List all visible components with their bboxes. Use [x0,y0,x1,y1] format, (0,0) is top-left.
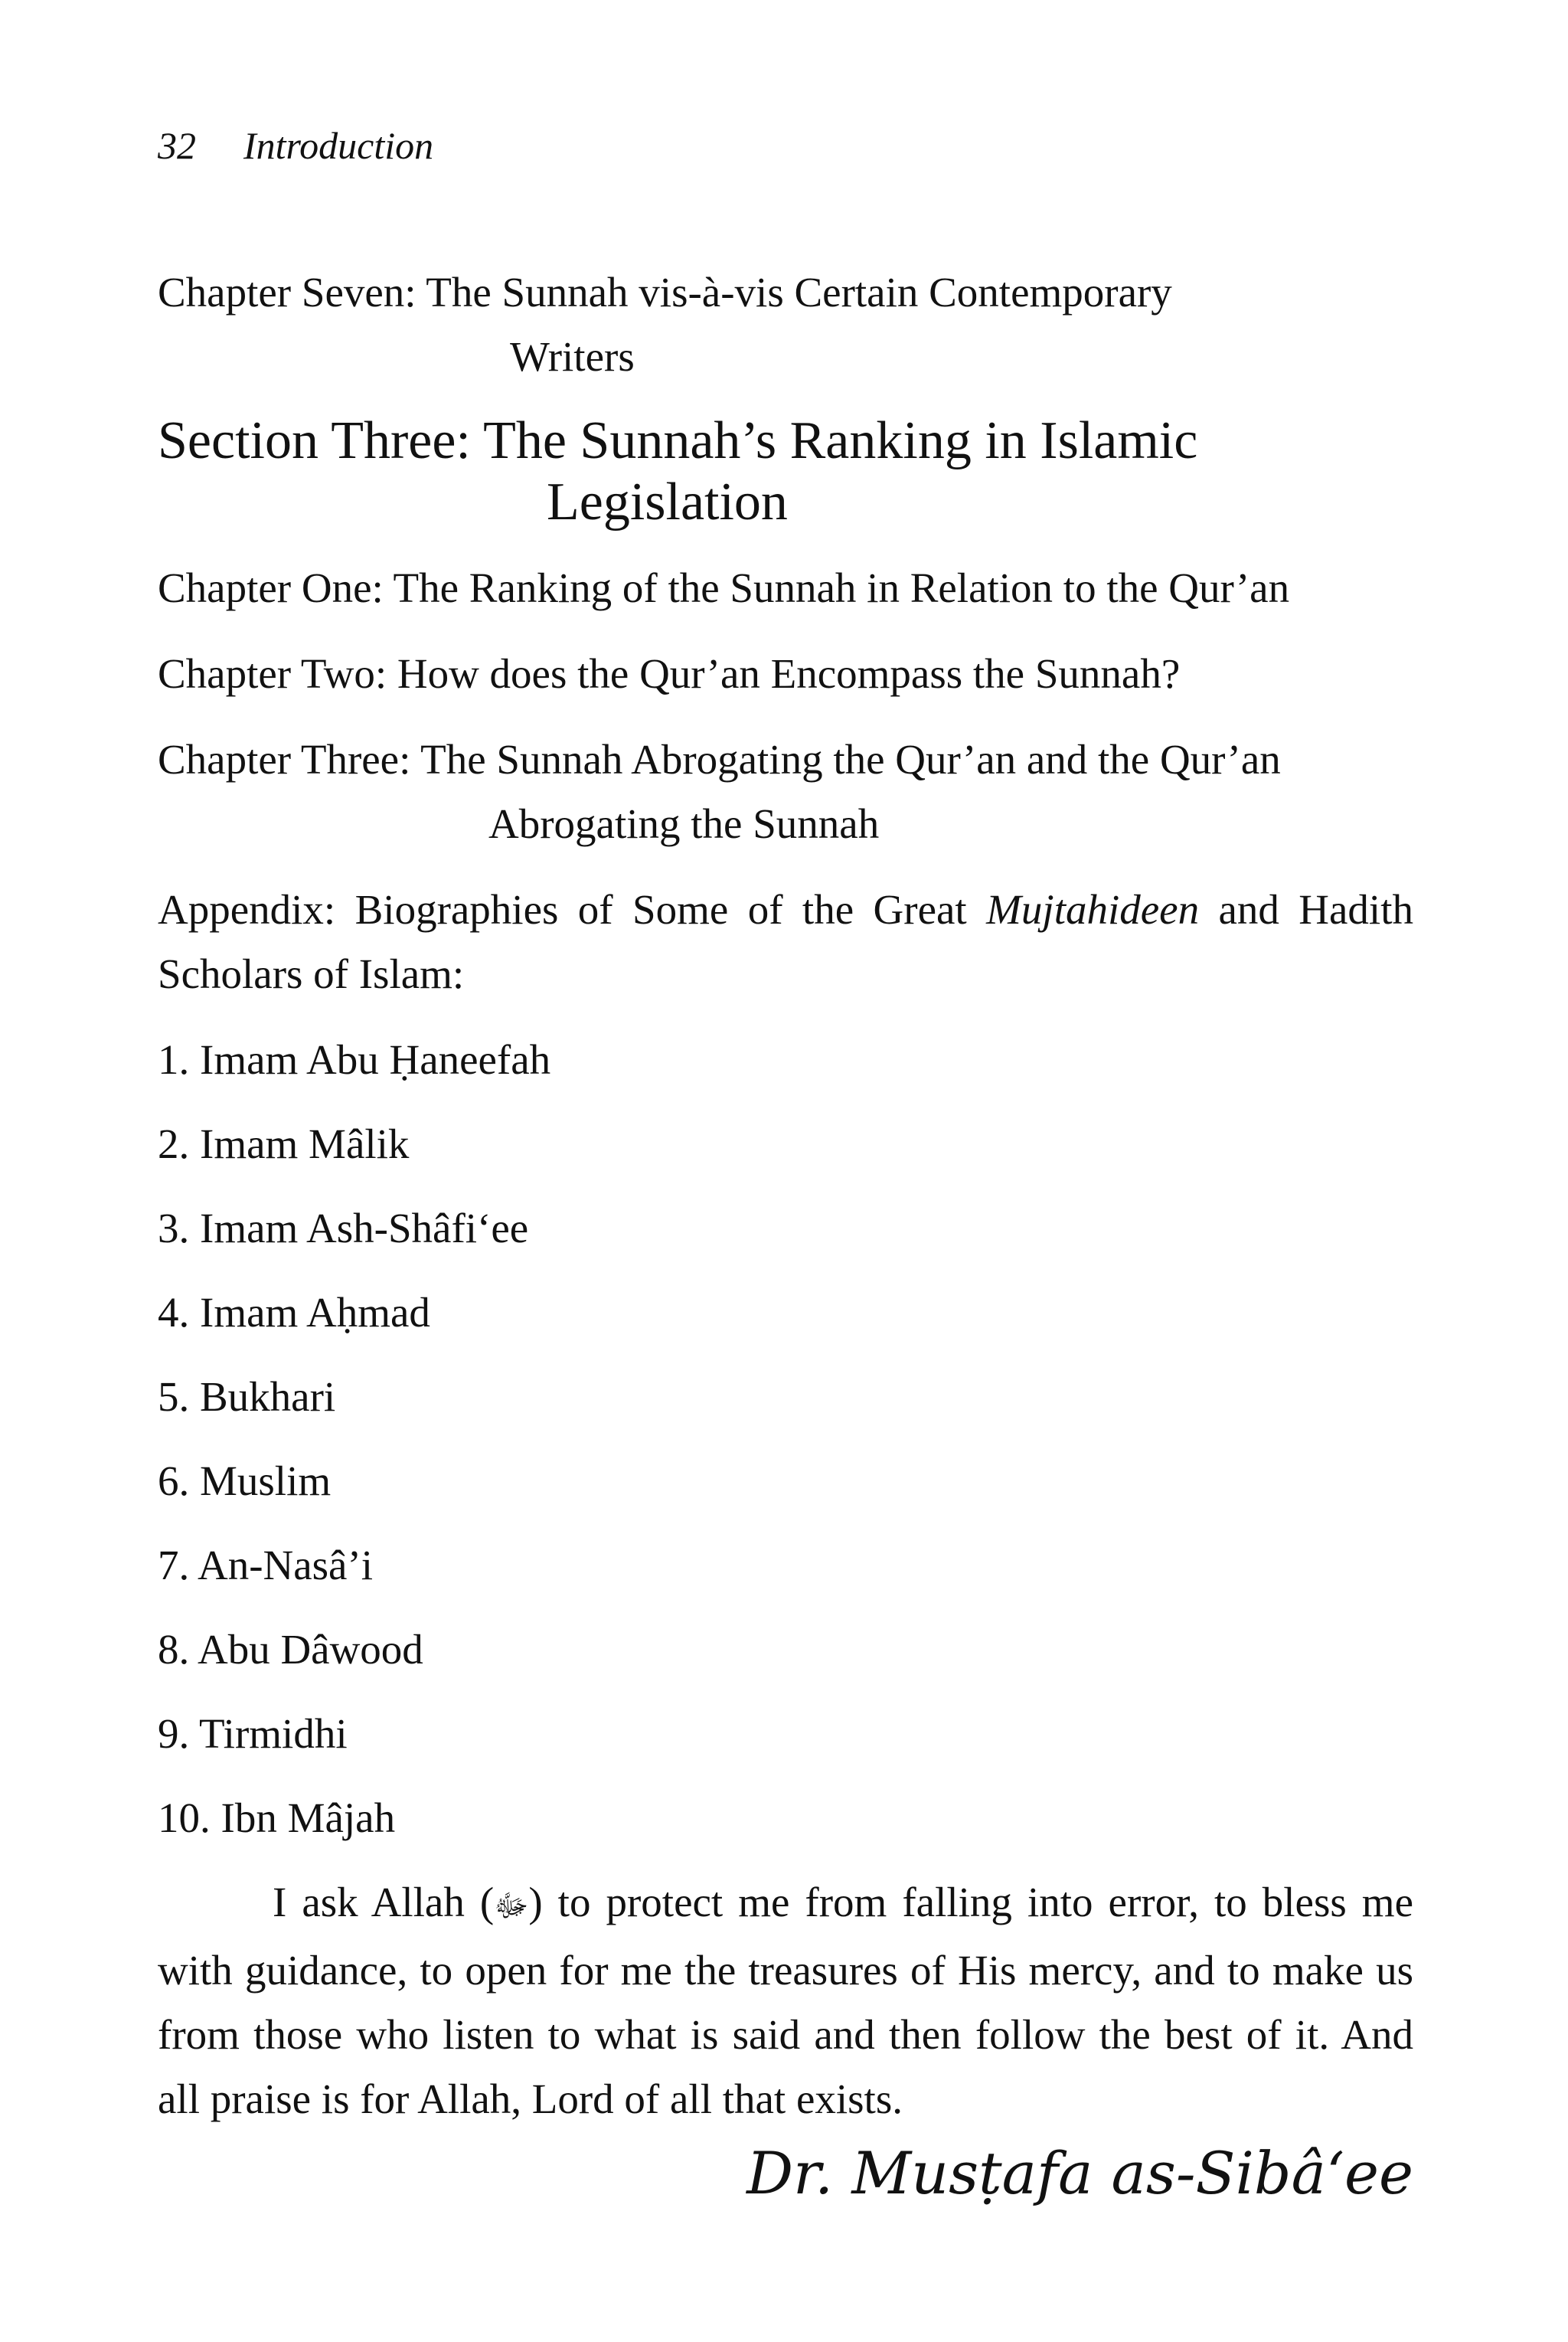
list-item [158,1533,1413,1598]
contents-list [158,260,1413,2131]
author-signature: Dr. Musṭafa as-Sibâ‘ee [746,2139,1413,2207]
list-item-number: 2. [158,1120,190,1167]
list-item-number: 8. [158,1626,190,1673]
list-item-name: Abu Dâwood [197,1626,423,1673]
list-item-number: 6. [158,1457,190,1504]
chapter-two-entry: Chapter Two: How does the Qur’an Encompass the Sunnah? [158,650,1181,697]
chapter-one-entry: Chapter One: The Ranking of the Sunnah in Relation to the Qur’an [158,564,1290,611]
running-header [158,123,433,168]
list-item-name: Bukhari [200,1373,336,1420]
closing-paragraph [158,1870,1413,2131]
closing-text-before: I ask Allah ( [273,1879,495,1925]
list-item-number: 9. [158,1710,190,1757]
chapter-three-line2: Abrogating the Sunnah [488,800,880,847]
list-item [158,1449,1413,1513]
section-three-heading [158,411,1413,533]
section-three-line1: Section Three: The Sunnah’s Ranking in Islamic [158,411,1198,470]
list-item-number: 10. [158,1794,211,1841]
honorific-glyph-icon: ﷻ [494,1889,529,1923]
list-item-number: 7. [158,1542,190,1588]
list-item-number: 1. [158,1036,190,1083]
appendix-italic-term: Mujtahideen [986,886,1200,933]
list-item [158,1365,1413,1429]
scholars-list [158,1028,1413,1850]
list-item [158,1617,1413,1682]
list-item-name: Imam Ash-Shâfi‘ee [200,1205,529,1251]
page-number: 32 [158,124,196,167]
list-item [158,1281,1413,1345]
list-item-name: Tirmidhi [199,1710,348,1757]
chapter-seven-line1: Chapter Seven: The Sunnah vis-à-vis Certain Contemporary [158,269,1172,316]
chapter-three-line1: Chapter Three: The Sunnah Abrogating the Qur’an and the Qur’an [158,736,1281,783]
list-item [158,1702,1413,1766]
list-item-number: 5. [158,1373,190,1420]
section-three-line2: Legislation [547,473,788,532]
list-item-number: 3. [158,1205,190,1251]
closing-text-after: ) to protect me from falling into error, to bless me with guidance, to open for me the treasures of His mercy, and to make us from those who listen to what is said and then follow the best of it. And all praise is for Allah, Lord of all that exists. [158,1879,1413,2122]
appendix-text-before: Appendix: Biographies of Some of the Great [158,886,987,933]
list-item-name: An-Nasâ’i [197,1542,374,1588]
list-item-name: Imam Aḥmad [200,1289,430,1336]
running-title: Introduction [243,124,434,167]
list-item [158,1196,1413,1261]
chapter-seven-line2: Writers [510,333,635,380]
list-item [158,1112,1413,1176]
list-item-name: Imam Mâlik [200,1120,410,1167]
list-item-name: Imam Abu Ḥaneefah [200,1036,551,1083]
list-item [158,1028,1413,1092]
list-item-number: 4. [158,1289,190,1336]
list-item [158,1786,1413,1850]
chapter-three-entry [158,728,1413,856]
list-item-name: Muslim [200,1457,332,1504]
list-item-name: Ibn Mâjah [220,1794,396,1841]
appendix-entry [158,878,1413,1006]
chapter-seven-entry [158,260,1413,389]
appendix-text-after: and Hadith Scholars of Islam: [158,886,1413,997]
